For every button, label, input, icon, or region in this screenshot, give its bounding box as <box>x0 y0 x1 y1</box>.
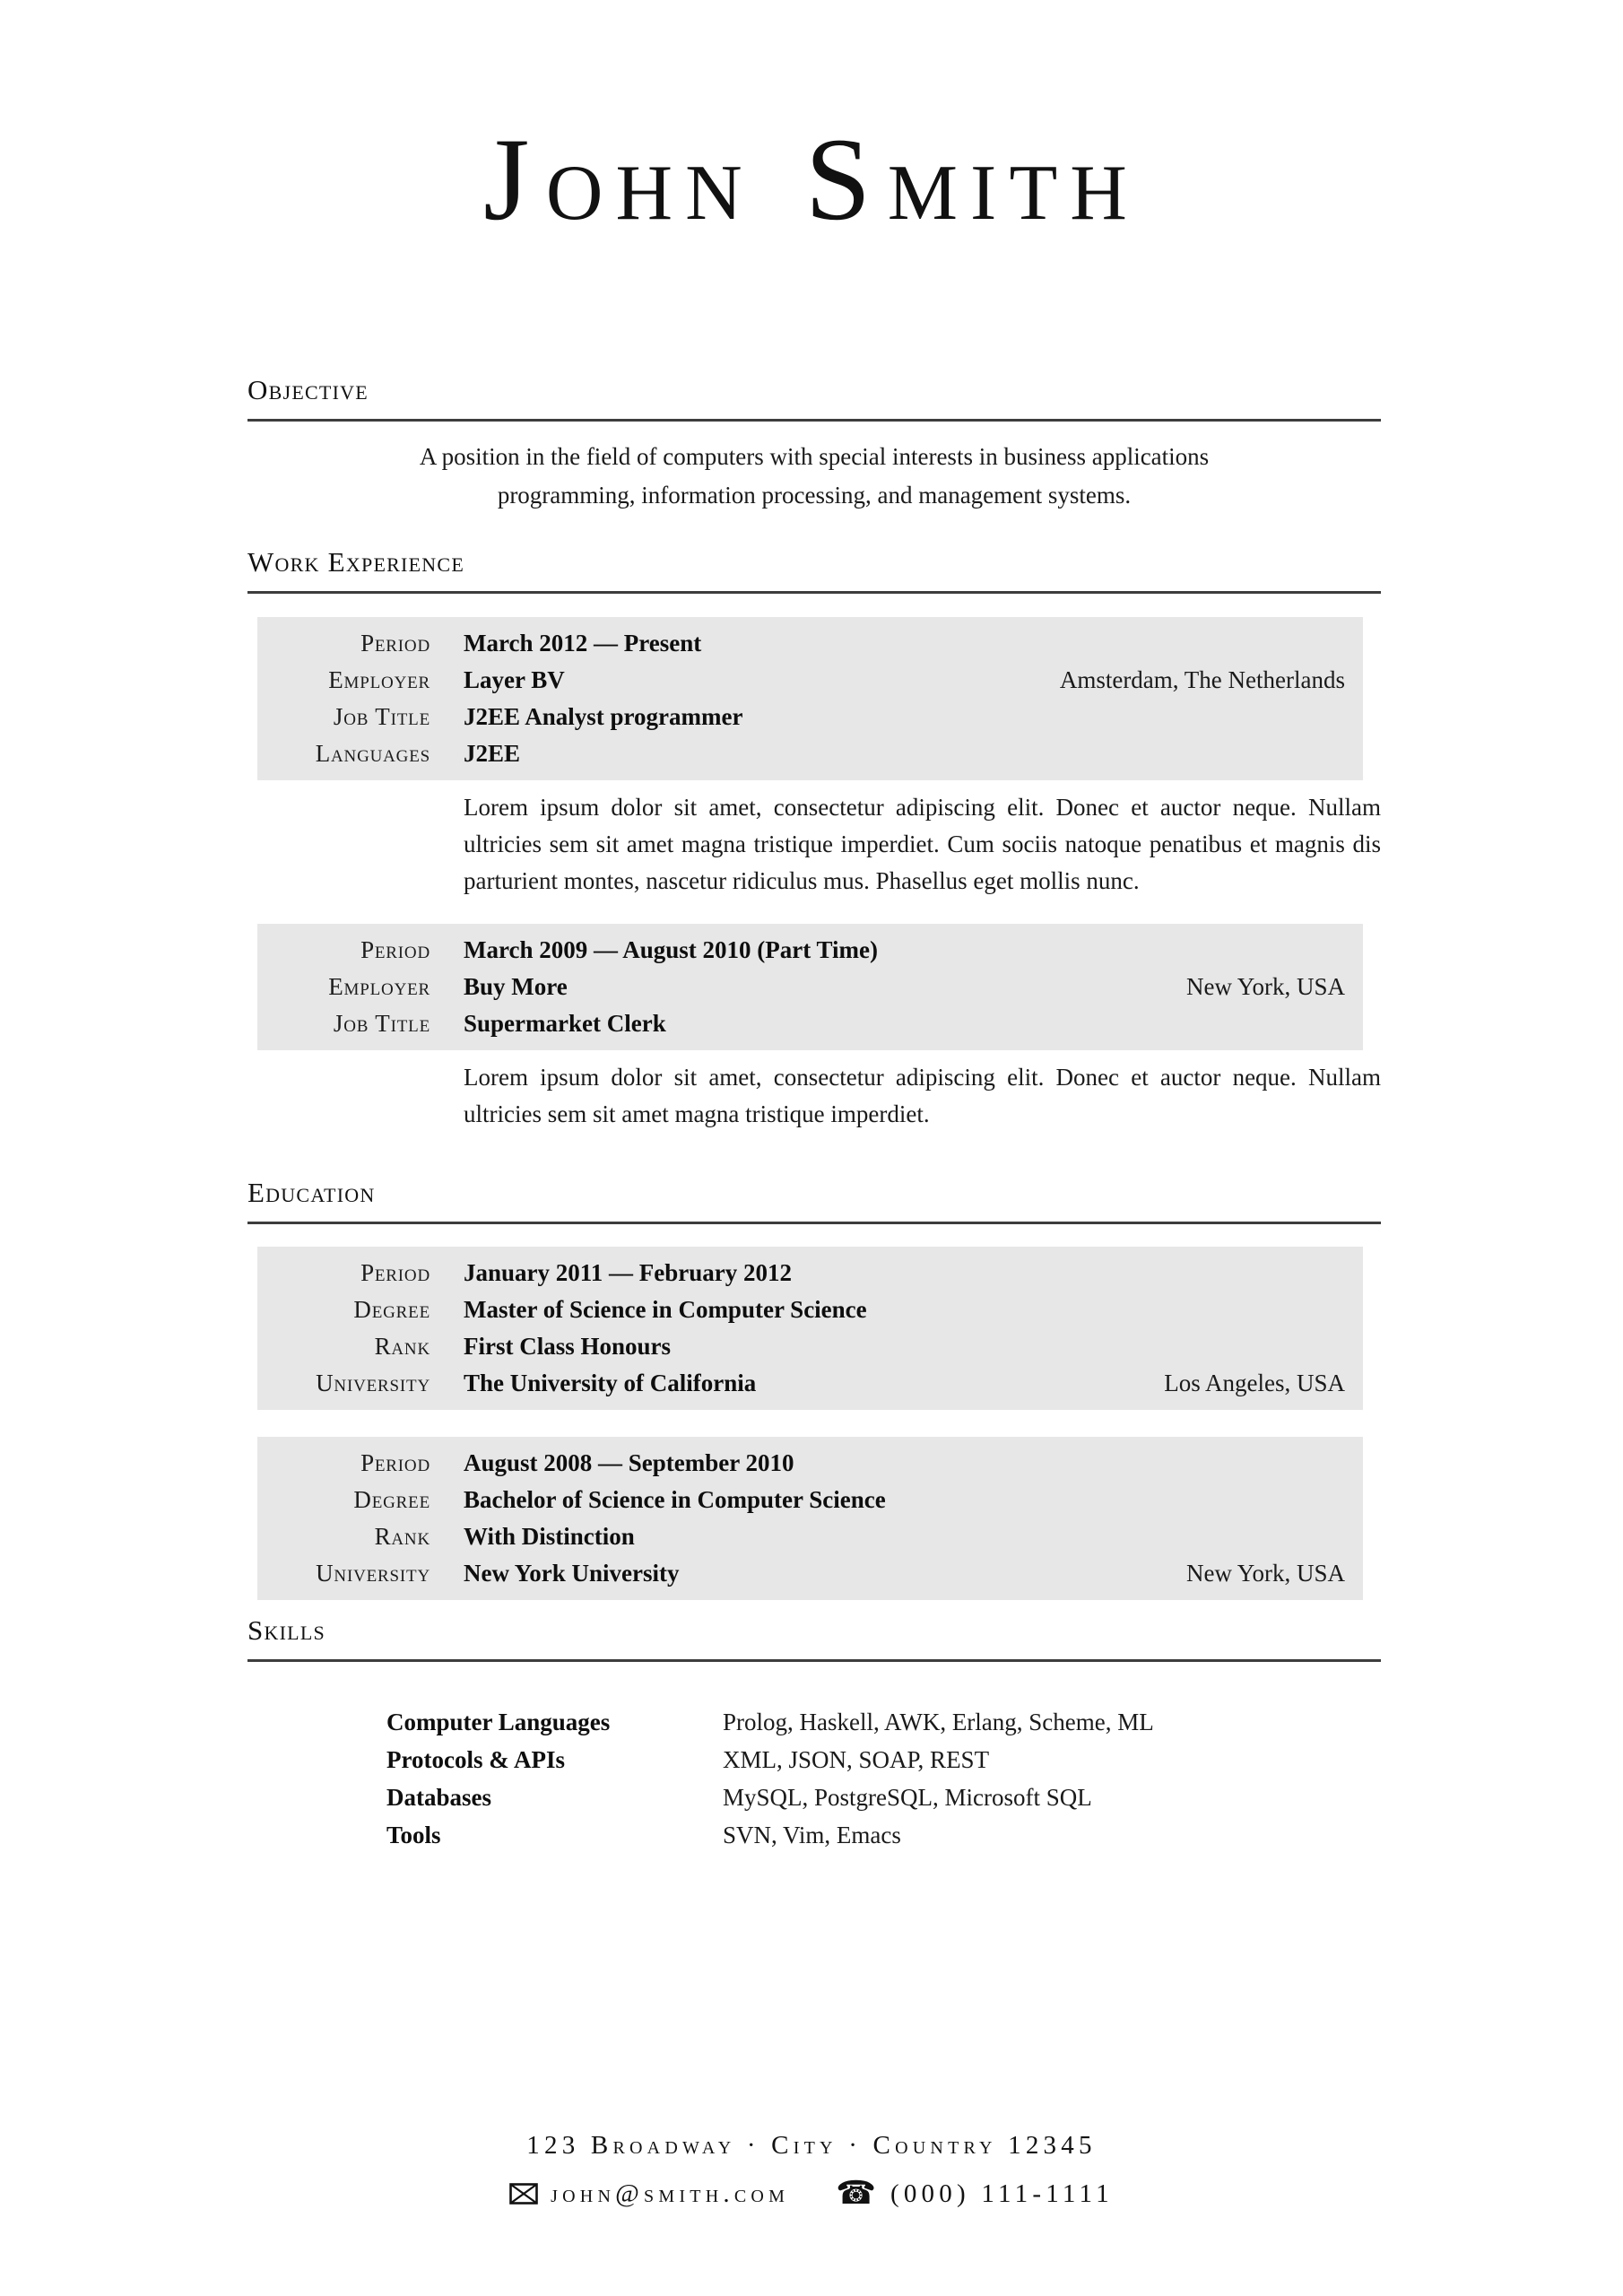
job-row-languages <box>257 735 1363 772</box>
row-value: The University of California <box>464 1370 757 1396</box>
job-entry <box>247 924 1381 1133</box>
row-value: March 2009 — August 2010 (Part Time) <box>464 936 878 963</box>
row-label: Degree <box>353 1296 430 1323</box>
row-label: Employer <box>328 666 430 693</box>
row-label: University <box>316 1560 430 1587</box>
section-title: Skills <box>247 1614 326 1646</box>
email-address: john@smith.com <box>551 2179 790 2208</box>
row-location: Los Angeles, USA <box>1164 1370 1345 1396</box>
row-value: With Distinction <box>464 1523 635 1550</box>
row-label: University <box>316 1370 430 1396</box>
section-heading-skills <box>247 1613 1381 1662</box>
first-name-rest: OHN <box>545 150 755 237</box>
job-entry <box>247 617 1381 900</box>
degree-summary-block <box>257 1437 1363 1600</box>
section-skills <box>247 1613 1381 1854</box>
row-value: March 2012 — Present <box>464 630 702 657</box>
skill-values: MySQL, PostgreSQL, Microsoft SQL <box>723 1784 1092 1811</box>
degree-row-university <box>257 1555 1363 1592</box>
first-name-initial: J <box>483 113 546 245</box>
row-location: New York, USA <box>1185 1560 1345 1587</box>
envelope-icon <box>509 2183 538 2205</box>
skill-category: Databases <box>386 1784 492 1811</box>
job-summary-block <box>257 617 1363 780</box>
degree-row-period <box>257 1445 1363 1482</box>
job-row-job-title <box>257 699 1363 735</box>
last-name <box>804 113 1140 245</box>
section-objective <box>247 373 1381 515</box>
first-name <box>483 113 755 245</box>
row-label: Rank <box>374 1333 430 1360</box>
degree-summary-block <box>257 1247 1363 1410</box>
skill-values: SVN, Vim, Emacs <box>723 1822 901 1848</box>
section-education <box>247 1176 1381 1600</box>
contact-line <box>0 2176 1623 2212</box>
row-value: January 2011 — February 2012 <box>464 1259 793 1286</box>
skill-values: XML, JSON, SOAP, REST <box>723 1746 990 1773</box>
row-value: Master of Science in Computer Science <box>464 1296 867 1323</box>
row-label: Rank <box>374 1523 430 1550</box>
degree-row-period <box>257 1255 1363 1292</box>
last-name-rest: MITH <box>887 150 1140 237</box>
degree-row-rank <box>257 1328 1363 1365</box>
page-title <box>0 113 1623 245</box>
skill-values: Prolog, Haskell, AWK, Erlang, Scheme, ML <box>723 1709 1154 1735</box>
last-name-initial: S <box>804 113 888 245</box>
row-value: Bachelor of Science in Computer Science <box>464 1486 886 1513</box>
row-label: Period <box>360 630 430 657</box>
row-label: Period <box>360 936 430 963</box>
job-row-period <box>257 932 1363 969</box>
section-title: Education <box>247 1177 376 1208</box>
row-value: First Class Honours <box>464 1333 672 1360</box>
job-row-employer <box>257 969 1363 1005</box>
row-label: Job Title <box>333 1010 430 1037</box>
skill-row-computer-languages <box>247 1703 1381 1741</box>
row-value: J2EE <box>464 740 521 767</box>
row-label: Period <box>360 1449 430 1476</box>
row-value: August 2008 — September 2010 <box>464 1449 794 1476</box>
row-label: Degree <box>353 1486 430 1513</box>
degree-row-degree <box>257 1482 1363 1518</box>
job-row-employer <box>257 662 1363 699</box>
telephone-icon: ☎ <box>836 2175 876 2212</box>
row-location: Amsterdam, The Netherlands <box>1059 666 1345 693</box>
job-row-job-title <box>257 1005 1363 1042</box>
row-value: Supermarket Clerk <box>464 1010 666 1037</box>
footer <box>0 2127 1623 2212</box>
section-heading-objective <box>247 373 1381 422</box>
postal-address: 123 Broadway · City · Country 12345 <box>526 2131 1097 2160</box>
section-title: Work Experience <box>247 546 464 578</box>
phone-number: (000) 111-1111 <box>890 2179 1114 2208</box>
section-title: Objective <box>247 374 369 405</box>
row-value: J2EE Analyst programmer <box>464 703 743 730</box>
row-label: Period <box>360 1259 430 1286</box>
skill-category: Computer Languages <box>386 1709 611 1735</box>
section-work-experience <box>247 545 1381 1133</box>
job-description: Lorem ipsum dolor sit amet, consectetur adipiscing elit. Donec et auctor neque. Nullam ultricies sem sit amet magna tristique imperdiet. Cum sociis natoque penatibus et magnis dis parturient montes, nascetur ridiculus mus. Phasellus eget mollis nunc. <box>464 794 1381 894</box>
row-value: Layer BV <box>464 666 565 693</box>
skill-row-tools <box>247 1816 1381 1854</box>
objective-text: A position in the field of computers with special interests in business applications programming, information processing, and management systems. <box>419 443 1210 509</box>
row-label: Employer <box>328 973 430 1000</box>
row-value: Buy More <box>464 973 568 1000</box>
job-description: Lorem ipsum dolor sit amet, consectetur adipiscing elit. Donec et auctor neque. Nullam ultricies sem sit amet magna tristique imperdiet. <box>464 1064 1381 1127</box>
row-location: New York, USA <box>1185 973 1345 1000</box>
row-value: New York University <box>464 1560 680 1587</box>
row-label: Job Title <box>333 703 430 730</box>
section-heading-work-experience <box>247 545 1381 594</box>
degree-row-rank <box>257 1518 1363 1555</box>
degree-entry <box>247 1247 1381 1410</box>
row-label: Languages <box>315 740 430 767</box>
section-heading-education <box>247 1176 1381 1224</box>
job-row-period <box>257 625 1363 662</box>
skill-category: Protocols & APIs <box>386 1746 565 1773</box>
degree-row-university <box>257 1365 1363 1402</box>
degree-entry <box>247 1437 1381 1600</box>
skill-category: Tools <box>386 1822 441 1848</box>
skills-table <box>247 1703 1381 1854</box>
degree-row-degree <box>257 1292 1363 1328</box>
job-summary-block <box>257 924 1363 1050</box>
skill-row-databases <box>247 1779 1381 1816</box>
skill-row-protocols-apis <box>247 1741 1381 1779</box>
